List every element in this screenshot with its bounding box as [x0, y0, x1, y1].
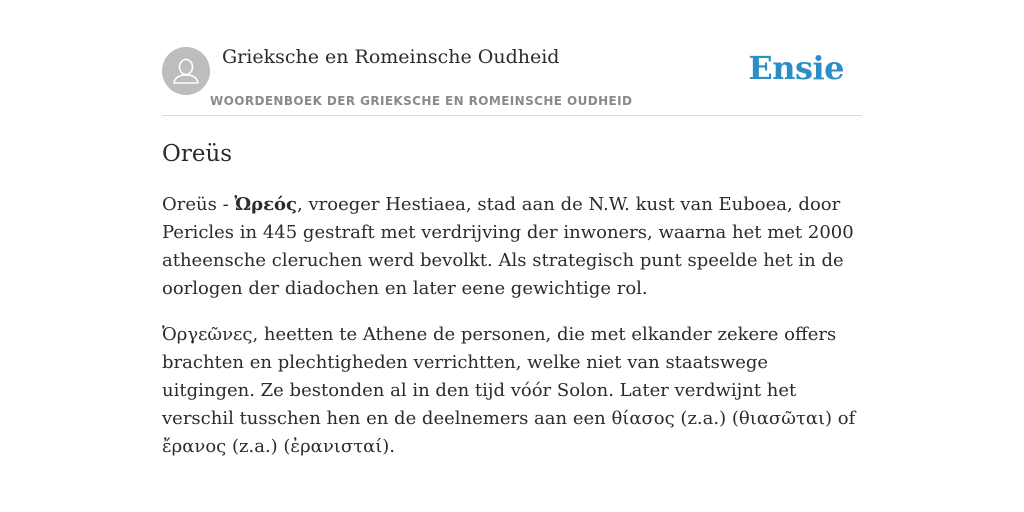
source-avatar[interactable] [162, 47, 210, 95]
entry-paragraph-2: Ὀργεῶνες, heetten te Athene de personen, die met elkander zekere offers brachten en plechtigheden verrichtten, welke niet van staatswege uitgingen. Ze bestonden al in den tijd vóór Solon. Later verdwijnt het verschil tusschen hen en de deelnemers aan een θίασος (z.a.) (θιασῶται) of ἔρανος (z.a.) (ἐρανισταί). [162, 324, 856, 457]
user-icon [162, 47, 210, 95]
source-subtitle: WOORDENBOEK DER GRIEKSCHE EN ROMEINSCHE OUDHEID [210, 94, 633, 108]
entry-paragraph-1 [162, 191, 862, 303]
entry-title: Oreüs [162, 141, 233, 167]
entry-lead: Oreüs - [162, 194, 235, 215]
brand-logo[interactable]: Ensie [748, 49, 844, 87]
entry-greek-term: Ὠρεός [234, 194, 298, 215]
entry-paragraph-1-text: , vroeger Hestiaea, stad aan de N.W. kust van Euboea, door Pericles in 445 gestraft met verdrijving der inwoners, waarna het met 2000 atheensche cleruchen werd bevolkt. Als strategisch punt speelde het in de oorlogen der diadochen en later eene gewichtige rol. [162, 194, 854, 299]
source-header [162, 40, 862, 116]
entry-card [162, 40, 862, 461]
source-title[interactable]: Grieksche en Romeinsche Oudheid [222, 46, 560, 68]
